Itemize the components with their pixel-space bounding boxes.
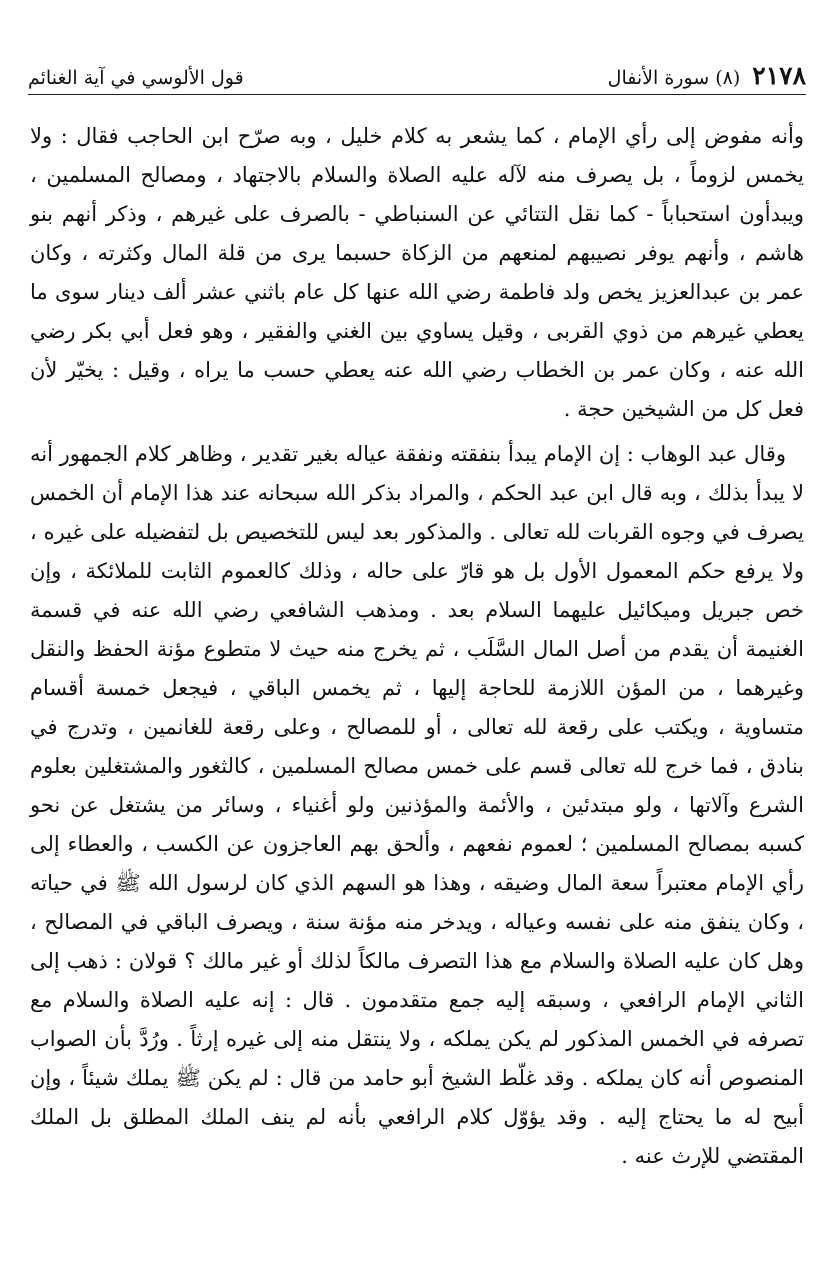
section-topic: قول الألوسي في آية الغنائم bbox=[28, 67, 244, 89]
page-header bbox=[28, 50, 806, 95]
paragraph-2: وقال عبد الوهاب : إن الإمام يبدأ بنفقته ونفقة عياله بغير تقدير ، وظاهر كلام الجمهور أنه لا يبدأ بذلك ، وبه قال ابن عبد الحكم ، والمراد بذكر الله سبحانه عند هذا الإمام أن الخمس يصرف في وجوه القربات لله تعالى . والمذكور بعد ليس للتخصيص بل لتفضيله على غيره ، ولا يرفع حكم المعمول الأول بل هو قارّ على حاله ، وذلك كالعموم الثابت للملائكة ، وإن خص جبريل وميكائيل عليهما السلام بعد . ومذهب الشافعي رضي الله عنه في قسمة الغنيمة أن يقدم من أصل المال السَّلَب ، ثم يخرج منه حيث لا متطوع مؤنة الحفظ والنقل وغيرهما ، من المؤن اللازمة للحاجة إليها ، ثم يخمس الباقي ، فيجعل خمسة أقسام متساوية ، ويكتب على رقعة لله تعالى ، أو للمصالح ، وعلى رقعة للغانمين ، وتدرج في بنادق ، فما خرج لله تعالى قسم على خمس مصالح المسلمين ، كالثغور والمشتغلين بعلوم الشرع وآلاتها ، ولو مبتدئين ، والأئمة والمؤذنين ولو أغنياء ، وسائر من يشتغل عن نحو كسبه بمصالح المسلمين ؛ لعموم نفعهم ، وألحق بهم العاجزون عن الكسب ، والعطاء إلى رأي الإمام معتبراً سعة المال وضيقه ، وهذا هو السهم الذي كان لرسول الله ﷺ في حياته ، وكان ينفق منه على نفسه وعياله ، ويدخر منه مؤنة سنة ، ويصرف الباقي في المصالح ، وهل كان عليه الصلاة والسلام مع هذا التصرف مالكاً لذلك أو غير مالك ؟ قولان : ذهب إلى الثاني الإمام الرافعي ، وسبقه إليه جمع متقدمون . قال : إنه عليه الصلاة والسلام مع تصرفه في الخمس المذكور لم يكن يملكه ، ولا ينتقل منه إلى غيره إرثاً . ورُدَّ بأن الصواب المنصوص أنه كان يملكه . وقد غلّط الشيخ أبو حامد من قال : لم يكن ﷺ يملك شيئاً ، وإن أبيح له ما يحتاج إليه . وقد يؤوّل كلام الرافعي بأنه لم ينف الملك المطلق بل الملك المقتضي للإرث عنه . bbox=[30, 442, 804, 1168]
paragraph-1: وأنه مفوض إلى رأي الإمام ، كما يشعر به كلام خليل ، وبه صرّح ابن الحاجب فقال : ولا يخمس لزوماً ، بل يصرف منه لآله عليه الصلاة والسلام بالاجتهاد ، ومصالح المسلمين ، ويبدأون استحباباً - كما نقل التتائي عن السنباطي - بالصرف على غيرهم ، وذكر أنهم بنو هاشم ، وأنهم يوفر نصيبهم لمنعهم من الزكاة حسبما يرى من قلة المال وكثرته ، وكان عمر بن عبدالعزيز يخص ولد فاطمة رضي الله عنها كل عام باثني عشر ألف دينار سوى ما يعطي غيرهم من ذوي القربى ، وقيل يساوي بين الغني والفقير ، وهو فعل أبي بكر رضي الله عنه ، وكان عمر بن الخطاب رضي الله عنه يعطي حسب ما يراه ، وقيل : يخيّر لأن فعل كل من الشيخين حجة . bbox=[30, 124, 804, 421]
page-body bbox=[30, 117, 804, 1176]
header-right-group bbox=[608, 63, 806, 94]
page-number: ٢١٧٨ bbox=[752, 61, 806, 90]
surah-title: (٨) سورة الأنفال bbox=[607, 67, 741, 89]
